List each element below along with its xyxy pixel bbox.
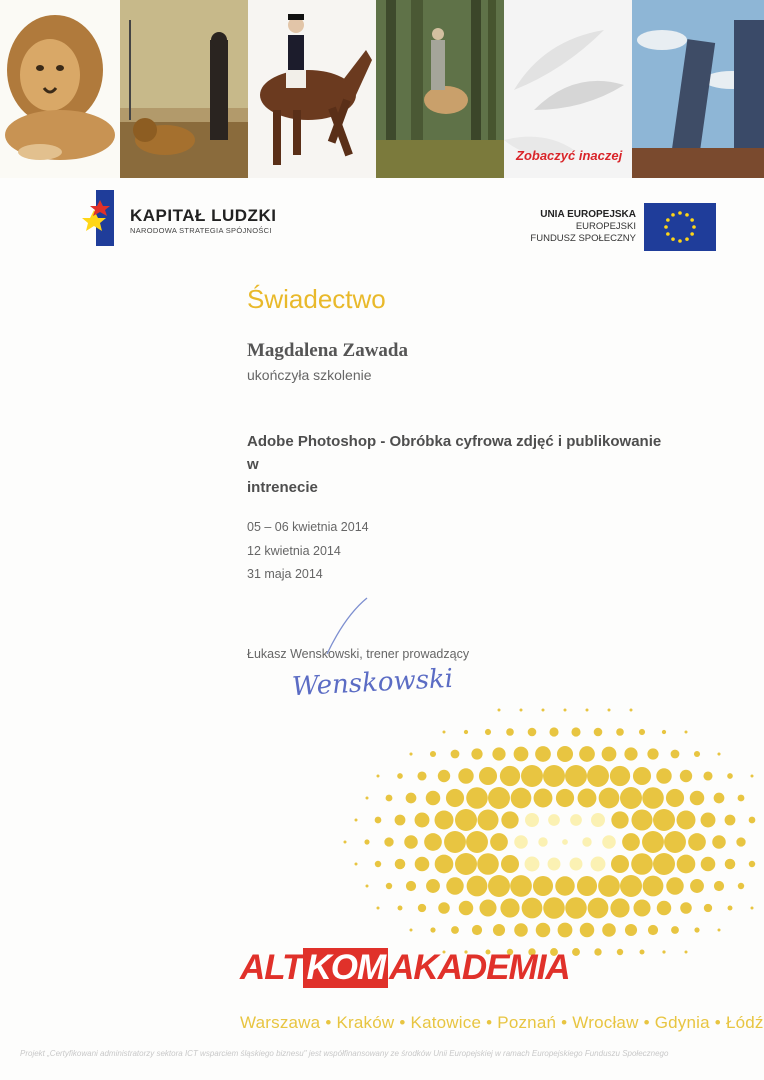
brand-part-1: ALT (240, 948, 303, 987)
eu-star-icon (690, 218, 694, 222)
halftone-dot (703, 771, 712, 780)
halftone-dot (377, 775, 380, 778)
halftone-dot (617, 949, 623, 955)
halftone-dot (522, 898, 543, 919)
halftone-dot (435, 855, 454, 874)
halftone-dot (377, 907, 380, 910)
halftone-dot (406, 793, 417, 804)
kapital-ludzki-title: KAPITAŁ LUDZKI (130, 206, 277, 225)
leaning-tower-painting (632, 0, 764, 178)
halftone-dot (680, 770, 692, 782)
halftone-dot (582, 837, 591, 846)
halftone-dot (738, 795, 745, 802)
halftone-dot (714, 793, 725, 804)
halftone-dot (666, 877, 683, 894)
halftone-dot (657, 901, 671, 915)
halftone-dot (366, 885, 369, 888)
halftone-dot (624, 747, 637, 760)
halftone-dot (558, 923, 573, 938)
eu-star-icon (678, 211, 682, 215)
halftone-dot (364, 839, 369, 844)
halftone-dot (572, 948, 580, 956)
completion-text: ukończyła szkolenie (247, 367, 372, 383)
halftone-dot (570, 858, 583, 871)
halftone-dot (426, 791, 441, 806)
halftone-dot (375, 861, 381, 867)
city: Łódź (725, 1013, 764, 1032)
eu-star-icon (664, 225, 668, 229)
halftone-dot (671, 750, 680, 759)
halftone-dot (622, 833, 640, 851)
halftone-dot (466, 787, 488, 809)
halftone-dot (533, 876, 553, 896)
halftone-dot (677, 811, 696, 830)
halftone-dot (580, 923, 594, 937)
halftone-dot (736, 837, 745, 846)
halftone-dot (728, 906, 733, 911)
halftone-dot (680, 902, 692, 914)
halftone-dot (694, 751, 700, 757)
eu-label-2: EUROPEJSKI (575, 221, 636, 232)
halftone-dot (446, 789, 464, 807)
halftone-dot (398, 906, 403, 911)
halftone-dot (751, 775, 754, 778)
halftone-dot (704, 904, 712, 912)
halftone-dot (417, 771, 426, 780)
halftone-dot (410, 929, 413, 932)
halftone-dot (355, 863, 358, 866)
date-2: 12 kwietnia 2014 (247, 544, 341, 558)
halftone-dot (555, 876, 574, 895)
halftone-dot (647, 748, 658, 759)
halftone-dot (498, 709, 501, 712)
halftone-dot (435, 811, 454, 830)
halftone-dot (514, 923, 528, 937)
halftone-dot (717, 752, 720, 755)
halftone-dot (565, 765, 587, 787)
halftone-dot (712, 835, 726, 849)
halftone-dot (677, 855, 696, 874)
halftone-dot (451, 750, 460, 759)
halftone-dot (438, 902, 450, 914)
eu-star-icon (671, 237, 675, 241)
city: Kraków (336, 1013, 395, 1032)
halftone-dot (586, 709, 589, 712)
halftone-dot (610, 898, 629, 917)
halftone-dot (602, 835, 616, 849)
halftone-dot (643, 876, 664, 897)
halftone-dot (479, 899, 496, 916)
halftone-dot (415, 813, 430, 828)
halftone-dot (690, 791, 705, 806)
forest-rider-painting (376, 0, 504, 178)
halftone-dot (366, 797, 369, 800)
halftone-dot (549, 727, 558, 736)
halftone-dot (534, 789, 553, 808)
halftone-dot (510, 875, 532, 897)
date-3: 31 maja 2014 (247, 567, 323, 581)
course-title (247, 430, 667, 499)
city-separator: • (325, 1013, 332, 1032)
halftone-dot (725, 815, 736, 826)
halftone-dot (501, 855, 519, 873)
halftone-decoration (340, 700, 760, 970)
halftone-dot (591, 813, 605, 827)
halftone-dot (564, 709, 567, 712)
trainer-line: Łukasz Wenskowski, trener prowadzący (247, 647, 470, 661)
halftone-dot (602, 747, 617, 762)
eu-label-3: FUNDUSZ SPOŁECZNY (530, 233, 636, 244)
halftone-dot (694, 927, 699, 932)
halftone-dot (620, 875, 642, 897)
halftone-dot (444, 831, 466, 853)
halftone-dot (608, 709, 611, 712)
halftone-dot (548, 858, 561, 871)
halftone-dot (664, 831, 686, 853)
halftone-dot (455, 809, 477, 831)
lion-image (0, 0, 120, 178)
halftone-dot (443, 731, 446, 734)
halftone-dot (578, 789, 597, 808)
halftone-dot (466, 831, 488, 853)
halftone-dot (714, 881, 724, 891)
halftone-dot (409, 752, 412, 755)
halftone-dot (543, 765, 565, 787)
halftone-dot (594, 948, 601, 955)
city: Gdynia (654, 1013, 710, 1032)
halftone-dot (525, 813, 539, 827)
eu-star-icon (671, 213, 675, 217)
halftone-dot (725, 859, 736, 870)
halftone-dot (459, 901, 473, 915)
halftone-dot (633, 899, 650, 916)
eu-star-icon (685, 213, 689, 217)
brand-part-3: AKADEMIA (389, 948, 570, 987)
halftone-dot (557, 746, 573, 762)
halftone-dot (620, 787, 642, 809)
halftone-dot (355, 819, 358, 822)
halftone-dot (471, 748, 482, 759)
halftone-dot (500, 766, 520, 786)
halftone-dot (477, 809, 498, 830)
halftone-dot (455, 853, 477, 875)
dressage-horse-image (248, 0, 376, 178)
halftone-dot (386, 883, 392, 889)
halftone-dot (639, 729, 645, 735)
halftone-dot (477, 853, 499, 875)
halftone-dot (536, 923, 550, 937)
halftone-dot (500, 898, 519, 917)
eu-star-icon (666, 218, 670, 222)
city-separator: • (399, 1013, 406, 1032)
halftone-dot (548, 814, 560, 826)
halftone-dot (430, 751, 436, 757)
halftone-dot (488, 787, 510, 809)
halftone-dot (446, 877, 463, 894)
halftone-dot (514, 747, 529, 762)
city-separator: • (486, 1013, 493, 1032)
eu-flag-icon (644, 203, 716, 251)
halftone-dot (685, 951, 688, 954)
halftone-dot (701, 813, 716, 828)
halftone-dot (587, 765, 609, 787)
halftone-dot (625, 924, 637, 936)
halftone-dot (662, 730, 666, 734)
date-1: 05 – 06 kwietnia 2014 (247, 520, 369, 534)
halftone-dot (594, 728, 603, 737)
halftone-dot (424, 833, 442, 851)
halftone-dot (404, 835, 418, 849)
halftone-dot (426, 879, 440, 893)
eu-star-icon (666, 232, 670, 236)
halftone-dot (631, 809, 652, 830)
halftone-dot (690, 879, 704, 893)
halftone-dot (611, 811, 628, 828)
kapital-ludzki-subtitle: NARODOWA STRATEGIA SPÓJNOŚCI (130, 226, 272, 235)
halftone-dot (344, 841, 347, 844)
halftone-dot (577, 876, 597, 896)
halftone-dot (602, 923, 616, 937)
halftone-dot (653, 809, 675, 831)
halftone-dot (458, 768, 473, 783)
halftone-dot (395, 859, 406, 870)
halftone-dot (631, 853, 653, 875)
brand-part-2: KOM (303, 948, 388, 988)
halftone-dot (535, 746, 551, 762)
halftone-dot (653, 853, 675, 875)
halftone-dot (579, 746, 595, 762)
halftone-dot (511, 788, 532, 809)
halftone-dot (493, 924, 505, 936)
halftone-dot (438, 770, 450, 782)
halftone-dot (648, 925, 658, 935)
cities-list (240, 1013, 764, 1033)
city: Wrocław (572, 1013, 639, 1032)
halftone-dot (395, 815, 406, 826)
halftone-dot (472, 925, 482, 935)
halftone-dot (386, 795, 393, 802)
halftone-dot (514, 835, 528, 849)
halftone-dot (749, 817, 756, 824)
halftone-dot (610, 766, 630, 786)
eu-star-icon (690, 232, 694, 236)
halftone-dot (611, 855, 629, 873)
halftone-dot (397, 773, 403, 779)
halftone-dot (528, 728, 537, 737)
halftone-dot (749, 861, 755, 867)
halftone-dot (543, 897, 565, 919)
halftone-dot (479, 767, 497, 785)
halftone-dot (630, 709, 633, 712)
halftone-dot (598, 875, 620, 897)
course-title-line1: Adobe Photoshop - Obróbka cyfrowa zdjęć i publikowanie w (247, 433, 662, 473)
recipient-name: Magdalena Zawada (247, 340, 408, 361)
halftone-dot (492, 747, 505, 760)
halftone-dot (415, 857, 430, 872)
halftone-dot (738, 883, 744, 889)
altkom-akademia-logo (240, 945, 570, 991)
footer-note: Projekt „Certyfikowani administratorzy sektora ICT wsparciem śląskiego biznesu" jest współfinansowany ze środków Unii Europejskiej w ramach Europejskiego Funduszu Społecznego (20, 1049, 669, 1058)
halftone-dot (565, 897, 587, 919)
halftone-dot (451, 926, 459, 934)
city-separator: • (561, 1013, 568, 1032)
halftone-dot (570, 814, 582, 826)
kapital-ludzki-logo (82, 190, 118, 251)
halftone-dot (671, 926, 679, 934)
halftone-dot (464, 730, 468, 734)
handwritten-signature: Wenskowski (291, 663, 454, 703)
halftone-dot (656, 768, 671, 783)
halftone-dot (490, 833, 508, 851)
halftone-dot (556, 789, 574, 807)
halftone-dot (501, 811, 518, 828)
eu-star-icon (692, 225, 696, 229)
halftone-dot (642, 787, 664, 809)
certificate-title: Świadectwo (247, 284, 386, 314)
eu-star-icon (678, 239, 682, 243)
halftone-dot (599, 788, 620, 809)
city: Katowice (410, 1013, 482, 1032)
halftone-dot (488, 875, 510, 897)
halftone-dot (751, 907, 754, 910)
halftone-dot (375, 817, 382, 824)
city: Warszawa (240, 1013, 321, 1032)
city-separator: • (714, 1013, 721, 1032)
halftone-dot (506, 728, 514, 736)
halftone-dot (727, 773, 733, 779)
halftone-dot (666, 789, 684, 807)
halftone-dot (662, 950, 665, 953)
halftone-dot (418, 904, 426, 912)
halftone-dot (571, 727, 580, 736)
header-banner (0, 0, 764, 178)
halftone-dot (718, 929, 721, 932)
halftone-dot (525, 857, 540, 872)
eu-label-1: UNIA EUROPEJSKA (540, 209, 636, 220)
halftone-dot (542, 709, 545, 712)
eu-star-icon (685, 237, 689, 241)
lion-and-man-painting (120, 0, 248, 178)
feathers-image (504, 0, 632, 178)
halftone-dot (616, 728, 624, 736)
halftone-dot (701, 857, 716, 872)
halftone-dot (485, 729, 491, 735)
halftone-dot (521, 765, 543, 787)
halftone-dot (520, 709, 523, 712)
halftone-dot (642, 831, 664, 853)
city-separator: • (643, 1013, 650, 1032)
banner-slogan: Zobaczyć inaczej (516, 148, 623, 163)
halftone-dot (588, 898, 609, 919)
halftone-dot (633, 767, 651, 785)
halftone-dot (640, 950, 645, 955)
halftone-dot (562, 839, 568, 845)
halftone-dot (538, 837, 547, 846)
halftone-dot (685, 731, 688, 734)
city: Poznań (497, 1013, 557, 1032)
halftone-dot (467, 876, 488, 897)
halftone-dot (406, 881, 416, 891)
halftone-dot (384, 837, 393, 846)
halftone-dot (591, 857, 606, 872)
halftone-dot (430, 927, 435, 932)
course-title-line2: intrenecie (247, 479, 318, 496)
halftone-dot (688, 833, 706, 851)
